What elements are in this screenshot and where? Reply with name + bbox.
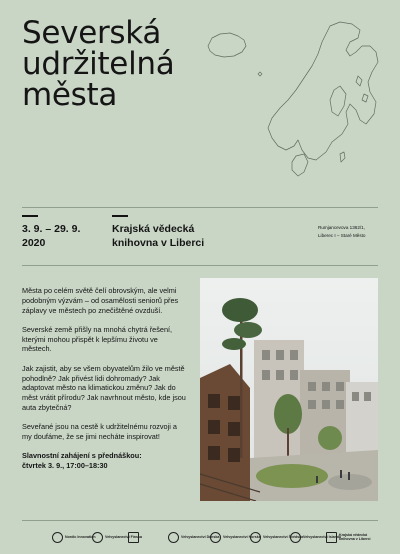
paragraph-5	[22, 451, 187, 471]
venue-dash	[112, 215, 128, 217]
embassy-crest-icon	[210, 532, 221, 543]
logo-library-liberec	[326, 528, 378, 546]
divider-bottom	[22, 520, 378, 521]
library-logo-icon	[326, 532, 337, 543]
logo-text: Velvyslanectví Dánska	[181, 535, 220, 539]
embassy-crest-icon	[250, 532, 261, 543]
nordic-innovation-icon	[52, 532, 63, 543]
venue-line-1: Krajská vědecká	[112, 223, 195, 235]
partner-logos	[22, 528, 378, 546]
opening-time: čtvrtek 3. 9., 17:00–18:30	[22, 461, 108, 471]
embassy-crest-icon	[168, 532, 179, 543]
paragraph-1: Města po celém světě čelí obrovským, ale velmi podobným výzvám – od osamělosti seniorů přes záplavy ve městech po znečištěné ovzduší.	[22, 286, 179, 315]
address-line-1: Rumjancevova 1362/1,	[318, 225, 365, 230]
poster-title	[22, 15, 175, 113]
logo-partner-3	[128, 528, 141, 546]
logo-nordic-innovation	[52, 528, 96, 546]
partner-mark-icon	[128, 532, 139, 543]
logo-text: Velvyslanectví Švédska	[263, 535, 304, 539]
dates-dash	[22, 215, 38, 217]
divider-middle	[22, 265, 378, 266]
dates-line-1: 3. 9. – 29. 9.	[22, 223, 81, 235]
embassy-crest-icon	[290, 532, 301, 543]
title-line-3: města	[22, 77, 118, 113]
paragraph-3: Jak zajistit, aby se všem obyvatelům žilo ve městě pohodlně? Jak přivést lidi dohromady? Jak adaptovat město na klimatickou změnu? Jak do měst vrátit přírodu? Jak navrhnout město, kde jsou auta zbytečná?	[22, 363, 186, 412]
title-line-2: udržitelná	[22, 46, 175, 82]
event-address	[318, 224, 388, 240]
event-venue	[112, 222, 204, 250]
logo-text: Velvyslanectví Norska	[223, 535, 261, 539]
body-text	[22, 286, 187, 480]
paragraph-4: Seveřané jsou na cestě k udržitelnému rozvoji a my doufáme, že se jimi necháte inspirovat!	[22, 422, 177, 442]
venue-line-2: knihovna v Liberci	[112, 237, 205, 249]
logo-text: Velvyslanectví Finska	[105, 535, 142, 539]
urban-housing-courtyard-photo	[200, 278, 378, 501]
paragraph-2: Severské země přišly na mnohá chytrá řešení, kterými mohou přispět k lepšímu životu ve městech.	[22, 324, 173, 354]
logo-text: Krajská vědecká knihovna v Liberci	[339, 533, 371, 541]
divider-top	[22, 207, 378, 208]
embassy-crest-icon	[92, 532, 103, 543]
logo-text: Nordic Innovation	[65, 535, 96, 539]
logo-text: Velvyslanectví Islandu	[303, 535, 342, 539]
nordic-map-outline-icon	[200, 16, 386, 182]
event-dates	[22, 222, 80, 250]
title-line-1: Severská	[22, 15, 162, 51]
address-line-2: Liberec I – Staré Město	[318, 233, 366, 238]
dates-line-2: 2020	[22, 237, 46, 249]
opening-label: Slavnostní zahájení s přednáškou:	[22, 451, 142, 461]
